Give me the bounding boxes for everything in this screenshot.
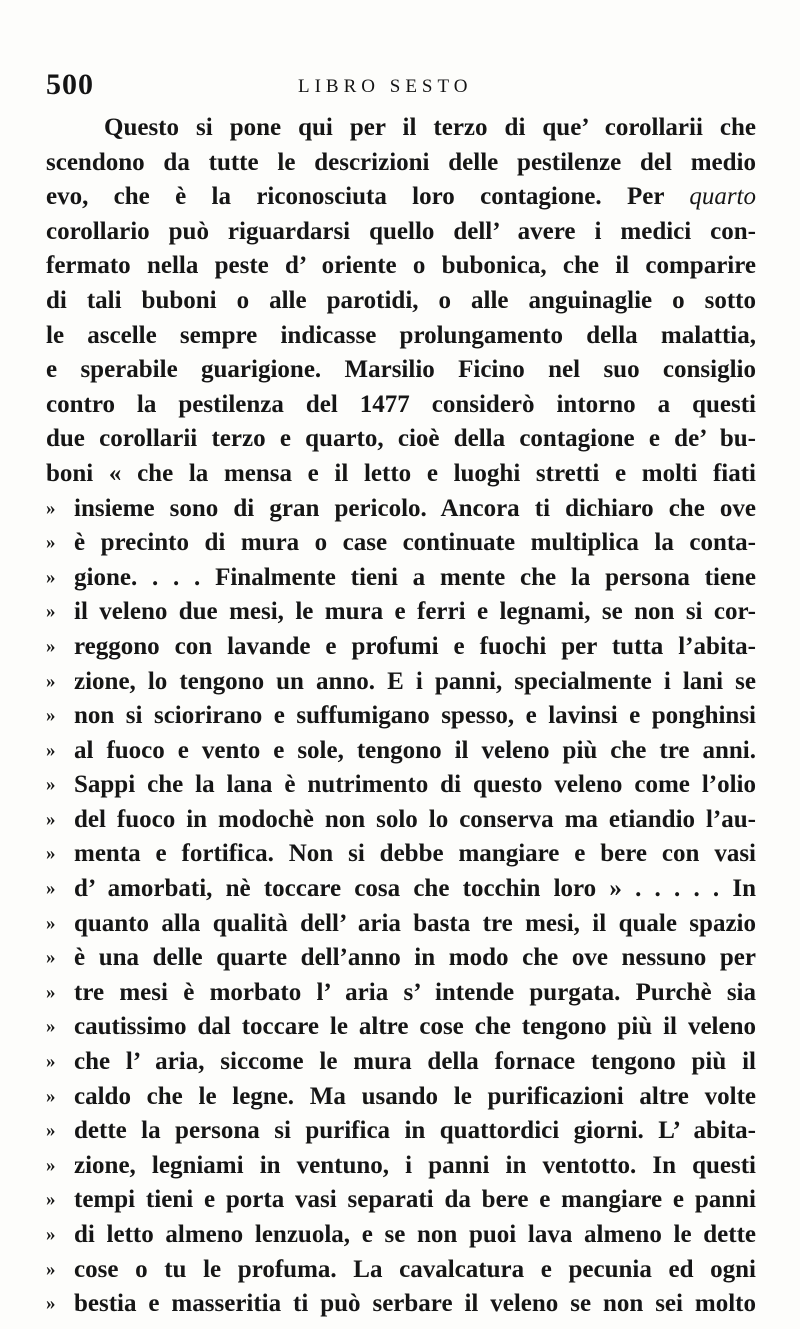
line-text: cautissimo dal toccare le altre cose che tengono più il veleno [74, 1013, 756, 1041]
line-text: cose o tu le profuma. La cavalcatura e pecunia ed ogni [74, 1255, 756, 1283]
text-line [46, 1287, 756, 1322]
line-text: fermato nella peste d’ oriente o bubonica, che il comparire [46, 252, 756, 280]
line-text: è precinto di mura o case continuate multiplica la conta- [74, 529, 756, 557]
text-line [46, 872, 756, 907]
text-line [46, 319, 756, 354]
text-line [46, 284, 756, 319]
line-text: dette la persona si purifica in quattordici giorni. L’ abita- [74, 1117, 756, 1145]
text-line [46, 561, 756, 596]
text-line [46, 907, 756, 942]
text-line [46, 353, 756, 388]
quotation-mark: » [46, 1051, 56, 1073]
line-text: boni « che la mensa e il letto e luoghi stretti e molti fiati [46, 459, 756, 487]
line-text: bestia e masseritia ti può serbare il veleno se non sei molto [74, 1290, 756, 1318]
running-head: LIBRO SESTO [298, 76, 473, 97]
body-text [46, 111, 756, 1322]
line-text: non si sciorirano e suffumigano spesso, e lavinsi e ponghinsi [74, 702, 756, 730]
page-number: 500 [46, 68, 94, 101]
text-line [46, 388, 756, 423]
text-line [46, 146, 756, 181]
line-text: caldo che le legne. Ma usando le purificazioni altre volte [74, 1082, 756, 1110]
text-line [46, 837, 756, 872]
line-text: tempi tieni e porta vasi separati da bere e mangiare e panni [74, 1186, 756, 1214]
line-text: menta e fortifica. Non si debbe mangiare e bere con vasi [74, 840, 756, 868]
text-line [46, 1010, 756, 1045]
text-line [46, 976, 756, 1011]
quotation-mark: » [46, 1085, 56, 1107]
text-line [46, 249, 756, 284]
line-text: evo, che è la riconosciuta loro contagione. Per quarto [46, 183, 756, 211]
quotation-mark: » [46, 1016, 56, 1038]
line-text: di tali buboni o alle parotidi, o alle anguinaglie o sotto [46, 286, 756, 314]
line-text: scendono da tutte le descrizioni delle pestilenze del medio [46, 148, 756, 176]
quotation-mark: » [46, 808, 56, 830]
quotation-mark: » [46, 1189, 56, 1211]
line-text: contro la pestilenza del 1477 considerò intorno a questi [46, 390, 756, 418]
quotation-mark: » [46, 497, 56, 519]
italic-word: quarto [689, 183, 756, 211]
text-line [46, 1114, 756, 1149]
text-line [46, 1183, 756, 1218]
quotation-mark: » [46, 1224, 56, 1245]
text-line [46, 111, 756, 146]
line-text: il veleno due mesi, le mura e ferri e legnami, se non si cor- [74, 598, 756, 626]
quotation-mark: » [46, 705, 56, 727]
text-line [46, 665, 756, 700]
line-text: zione, legniami in ventuno, i panni in ventotto. In questi [74, 1151, 756, 1179]
page-header [46, 68, 766, 108]
text-line [46, 422, 756, 457]
line-text: corollario può riguardarsi quello dell’ avere i medici con- [46, 217, 756, 245]
line-text: reggono con lavande e profumi e fuochi per tutta l’abita- [74, 632, 756, 660]
quotation-mark: » [46, 566, 56, 588]
text-line [46, 457, 756, 492]
line-text: quanto alla qualità dell’ aria basta tre mesi, il quale spazio [74, 909, 756, 937]
quotation-mark: » [46, 670, 56, 692]
text-line [46, 803, 756, 838]
quotation-mark: » [46, 947, 56, 969]
text-line [46, 941, 756, 976]
line-text: al fuoco e vento e sole, tengono il veleno più che tre anni. [74, 736, 756, 764]
quotation-mark: » [46, 843, 56, 865]
quotation-mark: » [46, 774, 56, 796]
line-text: che l’ aria, siccome le mura della fornace tengono più il [74, 1048, 756, 1076]
quotation-mark: » [46, 1258, 56, 1280]
quotation-mark: » [46, 739, 56, 761]
quotation-mark: » [46, 1120, 56, 1142]
quotation-mark: » [46, 601, 56, 623]
line-text: di letto almeno lenzuola, e se non puoi lava almeno le dette [74, 1221, 756, 1248]
text-line [46, 526, 756, 561]
text-line [46, 1149, 756, 1184]
line-text: è una delle quarte dell’anno in modo che ove nessuno per [74, 944, 756, 972]
text-line [46, 215, 756, 250]
quotation-mark: » [46, 912, 56, 934]
text-line [46, 699, 756, 734]
quotation-mark: » [46, 1154, 56, 1176]
line-text: zione, lo tengono un anno. E i panni, specialmente i lani se [74, 667, 756, 695]
line-text: tre mesi è morbato l’ aria s’ intende purgata. Purchè sia [74, 978, 756, 1006]
line-text: del fuoco in modochè non solo lo conserva ma etiandio l’au- [74, 805, 756, 833]
quotation-mark: » [46, 878, 56, 900]
text-line [46, 734, 756, 769]
quotation-mark: » [46, 981, 56, 1003]
line-text: due corollarii terzo e quarto, cioè della contagione e de’ bu- [46, 425, 756, 453]
text-line [46, 1045, 756, 1080]
text-line [46, 768, 756, 803]
text-line [46, 1253, 756, 1288]
text-line [46, 1218, 756, 1253]
quotation-mark: » [46, 1293, 56, 1315]
line-text: le ascelle sempre indicasse prolungamento della malattia, [46, 321, 756, 349]
quotation-mark: » [46, 635, 56, 657]
line-text: d’ amorbati, nè toccare cosa che tocchin loro » . . . . . In [74, 875, 756, 903]
text-line [46, 492, 756, 527]
line-text: insieme sono di gran pericolo. Ancora ti dichiaro che ove [74, 494, 756, 522]
line-text: Sappi che la lana è nutrimento di questo veleno come l’olio [74, 771, 756, 799]
text-line [46, 630, 756, 665]
quotation-mark: » [46, 532, 56, 554]
text-line [46, 180, 756, 215]
text-line [46, 1080, 756, 1115]
line-text: Questo si pone qui per il terzo di que’ corollarii che [104, 114, 756, 141]
line-text: gione. . . . Finalmente tieni a mente che la persona tiene [74, 563, 756, 591]
text-line [46, 595, 756, 630]
line-text: e sperabile guarigione. Marsilio Ficino nel suo consiglio [46, 356, 756, 384]
